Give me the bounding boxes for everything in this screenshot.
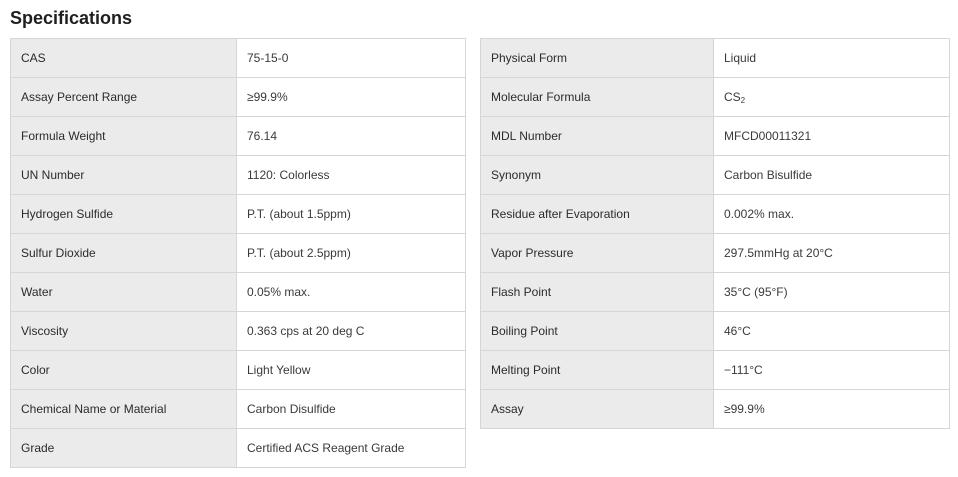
- spec-value: [714, 78, 950, 117]
- spec-value: 76.14: [237, 117, 466, 156]
- spec-label: Synonym: [481, 156, 714, 195]
- spec-row-assay-percent-range: [11, 78, 466, 117]
- spec-label: Assay Percent Range: [11, 78, 237, 117]
- spec-label: Grade: [11, 429, 237, 468]
- spec-row-chemical-name: [11, 390, 466, 429]
- spec-label: Vapor Pressure: [481, 234, 714, 273]
- spec-row-formula-weight: [11, 117, 466, 156]
- spec-label: UN Number: [11, 156, 237, 195]
- spec-label: Water: [11, 273, 237, 312]
- spec-row-sulfur-dioxide: [11, 234, 466, 273]
- spec-label: Viscosity: [11, 312, 237, 351]
- spec-value: P.T. (about 2.5ppm): [237, 234, 466, 273]
- spec-value: Certified ACS Reagent Grade: [237, 429, 466, 468]
- spec-row-synonym: [481, 156, 950, 195]
- spec-label: Color: [11, 351, 237, 390]
- spec-row-residue-after-evaporation: [481, 195, 950, 234]
- spec-label: Melting Point: [481, 351, 714, 390]
- spec-row-un-number: [11, 156, 466, 195]
- spec-row-molecular-formula: [481, 78, 950, 117]
- spec-value: ≥99.9%: [237, 78, 466, 117]
- spec-value: 0.002% max.: [714, 195, 950, 234]
- spec-row-color: [11, 351, 466, 390]
- spec-value: 0.363 cps at 20 deg C: [237, 312, 466, 351]
- spec-label: Flash Point: [481, 273, 714, 312]
- spec-row-vapor-pressure: [481, 234, 950, 273]
- spec-row-water: [11, 273, 466, 312]
- spec-value: 1120: Colorless: [237, 156, 466, 195]
- section-title: Specifications: [10, 8, 133, 28]
- specifications-table-left: [10, 38, 466, 468]
- spec-value: ≥99.9%: [714, 390, 950, 429]
- spec-label: Chemical Name or Material: [11, 390, 237, 429]
- spec-row-grade: [11, 429, 466, 468]
- spec-label: Molecular Formula: [481, 78, 714, 117]
- spec-value: MFCD00011321: [714, 117, 950, 156]
- spec-value: Liquid: [714, 39, 950, 78]
- spec-value: Carbon Disulfide: [237, 390, 466, 429]
- spec-row-cas: [11, 39, 466, 78]
- specifications-table-right: [480, 38, 950, 429]
- spec-label: Physical Form: [481, 39, 714, 78]
- spec-value: P.T. (about 1.5ppm): [237, 195, 466, 234]
- spec-label: Assay: [481, 390, 714, 429]
- spec-row-boiling-point: [481, 312, 950, 351]
- spec-value: 297.5mmHg at 20°C: [714, 234, 950, 273]
- spec-row-hydrogen-sulfide: [11, 195, 466, 234]
- formula-subscript: 2: [740, 96, 746, 105]
- spec-label: CAS: [11, 39, 237, 78]
- spec-row-assay: [481, 390, 950, 429]
- spec-label: Hydrogen Sulfide: [11, 195, 237, 234]
- spec-value: 75-15-0: [237, 39, 466, 78]
- spec-value: 35°C (95°F): [714, 273, 950, 312]
- spec-label: Boiling Point: [481, 312, 714, 351]
- spec-label: Residue after Evaporation: [481, 195, 714, 234]
- spec-value: Light Yellow: [237, 351, 466, 390]
- spec-value: Carbon Bisulfide: [714, 156, 950, 195]
- spec-row-mdl-number: [481, 117, 950, 156]
- spec-label: Sulfur Dioxide: [11, 234, 237, 273]
- spec-value: 0.05% max.: [237, 273, 466, 312]
- spec-label: Formula Weight: [11, 117, 237, 156]
- formula-base: CS: [724, 90, 741, 104]
- spec-value: −111°C: [714, 351, 950, 390]
- spec-value: 46°C: [714, 312, 950, 351]
- spec-row-viscosity: [11, 312, 466, 351]
- spec-row-physical-form: [481, 39, 950, 78]
- spec-row-flash-point: [481, 273, 950, 312]
- spec-row-melting-point: [481, 351, 950, 390]
- spec-label: MDL Number: [481, 117, 714, 156]
